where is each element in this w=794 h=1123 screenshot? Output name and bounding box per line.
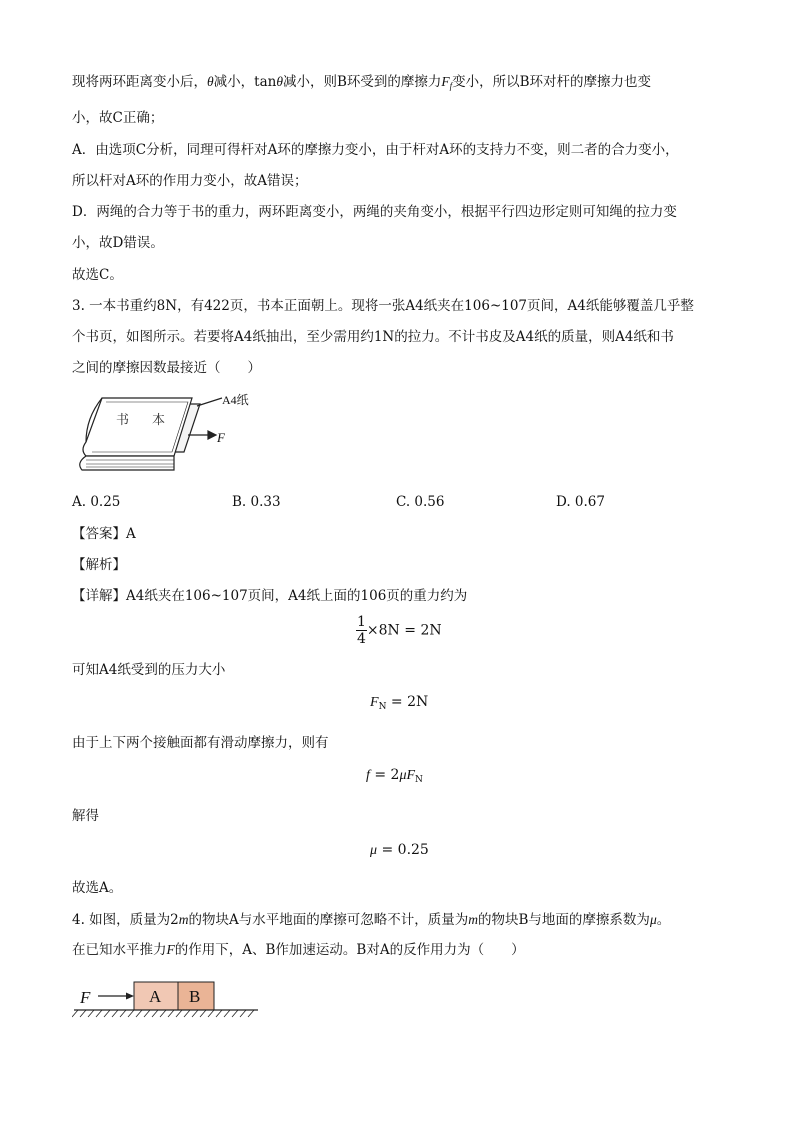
text: 。 bbox=[656, 912, 671, 928]
option-a[interactable]: A. 0.25 bbox=[72, 494, 121, 510]
friction-symbol: F bbox=[441, 74, 450, 89]
equation-3 bbox=[366, 767, 423, 785]
mu-symbol: μ bbox=[399, 768, 407, 783]
force-label: F bbox=[80, 988, 91, 1007]
solution-line: 小，故D错误。 bbox=[72, 235, 164, 251]
book-title-char2: 本 bbox=[152, 413, 166, 428]
text: 在已知水平推力 bbox=[72, 942, 167, 958]
solution-line: D．两绳的合力等于书的重力，两环距离变小，两绳的夹角变小，根据平行四边形定则可知绳的拉力变 bbox=[72, 204, 677, 220]
friction-symbol: f bbox=[366, 768, 370, 783]
text: 减小，tan bbox=[213, 74, 277, 90]
block-b-label: B bbox=[189, 987, 201, 1006]
detail-text: 【详解】A4纸夹在106~107页间，A4纸上面的106页的重力约为 bbox=[72, 588, 468, 604]
numerator: 1 bbox=[357, 614, 366, 630]
blocks-figure bbox=[72, 976, 272, 1022]
force-symbol: F bbox=[166, 942, 175, 957]
theta: θ bbox=[276, 74, 283, 89]
answer: 【答案】A bbox=[72, 526, 136, 542]
block-a-label: A bbox=[149, 987, 162, 1006]
text: 减小，则B环受到的摩擦力 bbox=[282, 74, 442, 90]
text: 的物块B与地面的摩擦系数为 bbox=[478, 912, 650, 928]
subscript: N bbox=[415, 775, 423, 785]
equation-rest: ×8N = 2N bbox=[366, 622, 442, 639]
text: 解得 bbox=[72, 808, 99, 824]
q3-stem: 之间的摩擦因数最接近（ ） bbox=[72, 360, 261, 376]
a4-paper-label: A4纸 bbox=[222, 393, 249, 407]
mu-symbol: μ bbox=[649, 912, 657, 927]
force-label: F bbox=[217, 430, 225, 445]
q3-stem: 3. 一本书重约8N，有422页，书本正面朝上。现将一张A4纸夹在106~107页间，A4纸能够覆盖几乎整 bbox=[72, 298, 694, 314]
text: 现将两环距离变小后， bbox=[72, 74, 207, 90]
subscript: N bbox=[378, 702, 387, 712]
solution-line: 所以杆对A环的作用力变小，故A错误； bbox=[72, 173, 308, 189]
option-b[interactable]: B. 0.33 bbox=[232, 494, 281, 510]
mass-symbol: m bbox=[178, 912, 189, 927]
q3-stem: 个书页，如图所示。若要将A4纸抽出，至少需用约1N的拉力。不计书皮及A4纸的质量，则A4纸和书 bbox=[72, 329, 674, 345]
equation-1 bbox=[356, 614, 442, 647]
equation-rest: = 0.25 bbox=[377, 842, 429, 858]
text: 4. 如图，质量为2 bbox=[72, 912, 179, 928]
text: 可知A4纸受到的压力大小 bbox=[72, 662, 226, 678]
conclusion: 故选A。 bbox=[72, 880, 123, 896]
force-symbol: F bbox=[406, 768, 416, 783]
mu-symbol: μ bbox=[370, 843, 378, 858]
option-d[interactable]: D. 0.67 bbox=[556, 494, 605, 510]
equation-mid: = 2 bbox=[369, 767, 400, 783]
force-symbol: F bbox=[370, 695, 379, 710]
text: 变小，所以B环对杆的摩擦力也变 bbox=[452, 74, 652, 90]
equation-2 bbox=[370, 694, 428, 712]
text: 的物块A与水平地面的摩擦可忽略不计，质量为 bbox=[188, 912, 469, 928]
equation-4 bbox=[370, 842, 429, 859]
text: 的作用下，A、B作加速运动。B对A的反作用力为（ ） bbox=[174, 942, 525, 958]
solution-line bbox=[72, 72, 722, 96]
conclusion: 故选C。 bbox=[72, 267, 123, 283]
q4-stem bbox=[72, 940, 722, 960]
solution-line: A．由选项C分析，同理可得杆对A环的摩擦力变小，由于杆对A环的支持力不变，则二者的合力变小， bbox=[72, 142, 679, 158]
subscript: f bbox=[449, 81, 453, 91]
mass-symbol: m bbox=[468, 912, 479, 927]
fraction bbox=[356, 614, 367, 647]
text: 由于上下两个接触面都有滑动摩擦力，则有 bbox=[72, 735, 329, 751]
q4-stem bbox=[72, 910, 722, 930]
analysis-heading: 【解析】 bbox=[72, 557, 126, 573]
option-c[interactable]: C. 0.56 bbox=[396, 494, 445, 510]
solution-line: 小，故C正确； bbox=[72, 110, 164, 126]
equation-rest: = 2N bbox=[386, 694, 429, 710]
book-title-char1: 书 bbox=[116, 413, 130, 428]
book-figure bbox=[72, 390, 272, 480]
theta: θ bbox=[207, 74, 214, 89]
denominator: 4 bbox=[357, 631, 366, 647]
